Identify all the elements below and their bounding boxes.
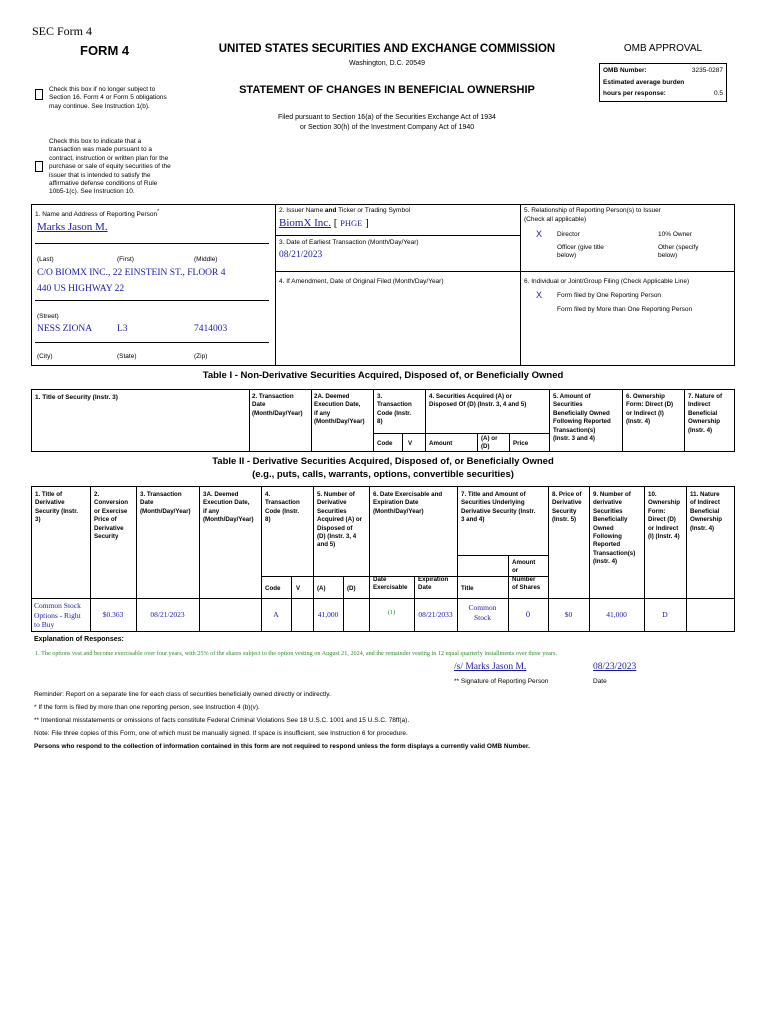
t2-h2-line: or Exercise (94, 507, 128, 515)
t2-h3-line: (Month/Day/Year) (140, 507, 191, 515)
section16-checkbox[interactable] (35, 89, 43, 100)
t2-h4-line: Transaction (265, 499, 300, 507)
box1-label-text: 1. Name and Address of Reporting Person (35, 211, 158, 219)
row-underlying-title-line: Stock (473, 612, 492, 622)
row-underlying-title (457, 603, 508, 622)
t1-aord-line: (A) or (481, 435, 498, 442)
t2-h10-line: Ownership (648, 499, 680, 507)
footer-star2: ** Intentional misstatements or omissions of facts constitute Federal Criminal Violations See 18 U.S.C. 1001 and 15 U.S.C. 78ff(a). (34, 717, 410, 724)
t2-h10 (648, 491, 680, 541)
t1-h3-line: 3. (377, 393, 383, 400)
t2-h5-line: (D) (Instr. 3, 4 (317, 533, 357, 541)
t2-sub-amount-line: or (512, 567, 519, 575)
t1-h5-line: 5. Amount of (553, 393, 591, 400)
t2-h9-line: Securities (593, 507, 623, 515)
table2-title: Table II - Derivative Securities Acquired, Disposed of, or Beneficially Owned (212, 456, 554, 467)
rule10b5-text (49, 138, 171, 197)
statement-title: STATEMENT OF CHANGES IN BENEFICIAL OWNERSHIP (239, 84, 535, 96)
t1-h2-line: 2. Transaction (252, 393, 294, 400)
omb-burden-label1: Estimated average burden (603, 79, 685, 86)
t2-h5-line: Securities (317, 507, 347, 515)
t1-h2a-line: 2A. Deemed (314, 393, 350, 400)
city-value: NESS ZIONA (37, 324, 93, 334)
t1-h2-line: (Month/Day/Year) (252, 409, 303, 417)
t1-h2a (314, 393, 365, 427)
t1-h2a-line: Execution Date, (314, 401, 361, 409)
t2-h7-line: Derivative Security (Instr. (461, 507, 536, 515)
t1-v: V (408, 440, 413, 447)
section16-text-line: may continue. See Instruction 1(b). (49, 102, 150, 110)
t2-h8-line: (Instr. 5) (552, 516, 577, 524)
t2-sub-amount-line: of Shares (512, 584, 541, 592)
t2-h11-line: Beneficial (690, 507, 720, 515)
t2-h9-line: (Instr. 4) (593, 558, 618, 566)
zip-label: (Zip) (194, 353, 208, 360)
t1-price: Price (513, 440, 529, 447)
ten-percent-owner-label: 10% Owner (658, 231, 692, 238)
street-label: (Street) (37, 313, 59, 320)
t1-h6 (626, 393, 673, 427)
t2-h9-line: Transaction(s) (593, 549, 636, 557)
rule10b5-text-line: transaction was made pursuant to a (49, 146, 152, 154)
filed-pursuant-line2: or Section 30(h) of the Investment Company Act of 1940 (299, 124, 475, 131)
t1-h1: 1. Title of Security (Instr. 3) (35, 394, 118, 401)
t2-h7-line: 3 and 4) (461, 516, 485, 524)
box1-label (35, 209, 159, 218)
t2-h9-line: derivative (593, 499, 622, 507)
t2-h6-line: 6. Date Exercisable and (373, 491, 443, 498)
t2-h1-line: 3) (35, 516, 41, 524)
omb-burden-value: 0.5 (713, 90, 723, 97)
t2-h11 (690, 491, 722, 533)
t1-h5-line: (Instr. 3 and 4) (553, 435, 595, 443)
box5-label (524, 207, 661, 223)
box2-label-prefix: 2. Issuer Name (279, 207, 325, 214)
t2-h3a-line: 3A. Deemed (203, 491, 239, 498)
t2-h11-line: (Instr. 4) (690, 524, 715, 532)
t1-h6-line: (Instr. 4) (626, 418, 651, 426)
t2-h10-line: (I) (Instr. 4) (648, 533, 680, 541)
t2-h9 (593, 491, 635, 567)
t1-code: Code (377, 440, 393, 447)
rule10b5-checkbox[interactable] (35, 161, 43, 172)
explanation-title: Explanation of Responses: (34, 636, 124, 643)
box6-label: 6. Individual or Joint/Group Filing (Check Applicable Line) (524, 278, 690, 285)
signature-label: ** Signature of Reporting Person (454, 678, 549, 685)
t2-h3a-line: Execution Date, (203, 499, 250, 507)
zip-value: 7414003 (194, 324, 228, 334)
state-value: L3 (117, 324, 128, 334)
t1-h4-line: 4. Securities Acquired (A) or (429, 393, 512, 400)
t2-h9-line: 9. Number of (593, 491, 631, 498)
officer-label-line2: below) (557, 252, 577, 260)
earliest-transaction-date: 08/21/2023 (279, 250, 323, 260)
t2-h9-line: Owned (593, 524, 614, 532)
t2-h5-line: Acquired (A) or (317, 516, 363, 524)
street-line1: C/O BIOMX INC., 22 EINSTEIN ST., FLOOR 4 (37, 268, 226, 278)
t2-sub-d: (D) (347, 585, 356, 592)
row-transaction-date: 08/21/2023 (150, 610, 185, 619)
section16-text-line: Section 16. Form 4 or Form 5 obligations (49, 94, 167, 102)
rule10b5-text-line: purchase or sale of equity securities of the (49, 163, 171, 171)
table2-subtitle: (e.g., puts, calls, warrants, options, convertible securities) (252, 469, 514, 480)
signature-value: /s/ Marks Jason M. (454, 662, 527, 672)
t2-h2-line: 2. (94, 491, 100, 498)
t2-h3-line: Date (140, 499, 154, 507)
t2-sub-date-ex (373, 576, 407, 593)
row-underlying-title-line: Common (468, 603, 497, 612)
other-label-line2: below) (658, 252, 678, 260)
t2-h3 (140, 491, 191, 516)
t1-h4-line: Disposed Of (D) (Instr. 3, 4 and 5) (429, 401, 527, 409)
t2-sub-exp-line: Expiration (418, 576, 449, 583)
rule10b5-text-line: issuer that is intended to satisfy the (49, 171, 151, 179)
t1-h5 (553, 393, 611, 443)
t2-h5-line: 5. Number of (317, 491, 355, 498)
box1-asterisk: * (157, 209, 160, 215)
box2-label-suffix: Ticker or Trading Symbol (336, 207, 411, 214)
t1-h2 (252, 393, 303, 418)
t1-h7-line: Indirect (688, 401, 711, 409)
t2-h7-line: 7. Title and Amount of (461, 491, 526, 498)
t2-h2-line: Derivative (94, 524, 124, 532)
director-label: Director (557, 231, 580, 238)
middle-label: (Middle) (194, 256, 218, 263)
t1-h6-line: Form: Direct (D) (626, 401, 674, 409)
ticker-close: ] (362, 217, 369, 229)
t2-h11-line: of Indirect (690, 499, 720, 507)
box5-label-line1: 5. Relationship of Reporting Person(s) to Issuer (524, 207, 661, 214)
row-acquired-a: 41,000 (317, 610, 339, 619)
t1-h5-line: Beneficially Owned (553, 409, 610, 417)
ticker-open: [ (330, 217, 341, 229)
t1-h6-line: or Indirect (I) (626, 409, 664, 417)
t1-h7-line: (Instr. 4) (688, 426, 713, 434)
t2-h3a-line: if any (203, 507, 220, 515)
t1-h3-line: Code (Instr. (377, 409, 412, 417)
t2-h1-line: Derivative (35, 499, 65, 507)
reporting-person-name[interactable]: Marks Jason M. (37, 221, 108, 233)
signature-date: 08/23/2023 (593, 662, 637, 672)
issuer-name[interactable]: BiomX Inc. (279, 217, 331, 229)
one-person-option: Form filed by One Reporting Person (557, 292, 662, 299)
t1-h7-line: Beneficial (688, 409, 718, 417)
t2-h3a-line: (Month/Day/Year) (203, 516, 254, 524)
t2-h9-line: Reported (593, 541, 621, 549)
t2-h2-line: Price of (94, 516, 117, 524)
row-underlying-amount: 0 (525, 609, 531, 619)
t2-h10-line: or Indirect (648, 524, 679, 532)
director-checkmark[interactable]: X (536, 229, 543, 239)
section16-text (49, 86, 167, 111)
row-security-title-line: to Buy (34, 620, 55, 629)
officer-label (557, 244, 604, 261)
rule10b5-text-line: Check this box to indicate that a (49, 138, 142, 145)
row-security-title-line: Common Stock (34, 601, 81, 610)
rule10b5-text-line: 10b5-1(c). See Instruction 10. (49, 188, 135, 196)
signature-date-label: Date (593, 678, 607, 685)
footer-star1: * If the form is filed by more than one reporting person, see Instruction 4 (b)(v). (34, 704, 260, 711)
row-date-exercisable[interactable]: (1) (387, 609, 396, 616)
t2-h5-line: Derivative (317, 499, 347, 507)
t2-h5 (317, 491, 362, 550)
t2-h8-line: 8. Price of (552, 491, 582, 498)
t2-h2 (94, 491, 128, 541)
t2-h3-line: 3. Transaction (140, 491, 182, 498)
t1-h6-line: 6. Ownership (626, 393, 665, 400)
section16-text-line: Check this box if no longer subject to (49, 86, 156, 93)
t2-h9-line: Following (593, 533, 622, 541)
explanation-note-1: 1. The options vest and become exercisable over four years, with 25% of the shares subject to the option vesting on August 21, 2024, and the remainder vesting in 12 equal quarterly installments over three years. (35, 650, 557, 657)
t2-h10-line: Direct (D) (648, 516, 676, 524)
box2-label (279, 207, 410, 214)
t1-aord-line: (D) (481, 443, 490, 451)
officer-label-line1: Officer (give title (557, 244, 604, 251)
t2-sub-amount-line: Number (512, 575, 536, 583)
t2-h4-line: 8) (265, 516, 271, 524)
row-ownership-form: D (662, 610, 668, 619)
t2-h1 (35, 491, 78, 525)
row-security-title (34, 601, 81, 630)
t2-h5-line: Disposed of (317, 524, 353, 532)
t2-h4-line: Code (Instr. (265, 507, 300, 515)
footer-reminder: Reminder: Report on a separate line for each class of securities beneficially owned directly or indirectly. (34, 691, 331, 698)
t2-h8 (552, 491, 582, 525)
t2-h2-line: Security (94, 533, 119, 541)
t2-h7 (461, 491, 535, 525)
t2-h4-line: 4. (265, 491, 271, 498)
t2-h6-line: Expiration Date (373, 499, 419, 507)
t2-sub-v: V (296, 585, 301, 592)
street-line2: 440 US HIGHWAY 22 (37, 284, 125, 294)
row-derivative-price: $0 (564, 610, 573, 619)
t2-sub-a: (A) (317, 585, 326, 592)
omb-number-value: 3235-0287 (691, 67, 723, 74)
rule10b5-text-line: affirmative defense conditions of Rule (49, 180, 158, 188)
t1-h5-line: Securities (553, 401, 583, 409)
first-label: (First) (117, 256, 134, 263)
t1-h7 (688, 393, 722, 435)
t2-h10-line: Form: (648, 507, 666, 515)
t1-h3-line: 8) (377, 418, 383, 426)
omb-approval-title: OMB APPROVAL (623, 43, 703, 54)
box3-label: 3. Date of Earliest Transaction (Month/Day/Year) (279, 239, 419, 246)
t1-h2a-line: (Month/Day/Year) (314, 418, 365, 426)
t2-sub-date-ex-line: Date (373, 576, 387, 583)
t1-h2-line: Date (252, 401, 266, 409)
agency-city: Washington, D.C. 20549 (348, 60, 425, 67)
t2-h5-line: and 5) (317, 541, 336, 549)
omb-number-label: OMB Number: (603, 67, 647, 74)
box2-label-and: and (324, 207, 337, 214)
t2-h9-line: Beneficially (593, 516, 628, 524)
t2-h8-line: Derivative (552, 499, 582, 507)
table1-title: Table I - Non-Derivative Securities Acquired, Disposed of, or Beneficially Owned (202, 370, 564, 381)
issuer-line (279, 217, 369, 229)
multi-person-option: Form filed by More than One Reporting Person (557, 306, 693, 313)
t1-h7-line: 7. Nature of (688, 393, 723, 400)
t2-h2-line: Conversion (94, 499, 129, 507)
t2-sub-code: Code (265, 585, 281, 592)
t2-h1-line: Security (Instr. (35, 507, 78, 515)
t2-h8-line: Security (552, 507, 577, 515)
t2-h6 (373, 491, 442, 516)
t1-h4 (429, 393, 526, 410)
box4-label: 4. If Amendment, Date of Original Filed (Month/Day/Year) (279, 278, 444, 285)
t2-sub-title: Title (461, 585, 474, 592)
city-label: (City) (37, 353, 53, 360)
t2-sub-amount-line: Amount (512, 559, 536, 566)
state-label: (State) (117, 353, 137, 360)
footer-note: Note: File three copies of this Form, one of which must be manually signed. If space is insufficient, see Instruction 6 for procedure. (34, 730, 408, 737)
row-code: A (273, 610, 279, 619)
row-conversion-price: $0.363 (102, 610, 124, 619)
t1-h7-line: Ownership (688, 418, 720, 426)
other-label-line1: Other (specify (658, 244, 699, 251)
footer-persons: Persons who respond to the collection of information contained in this form are not required to respond unless the form displays a currently valid OMB Number. (34, 743, 530, 750)
t1-h2a-line: if any (314, 409, 331, 417)
t2-h7-line: Securities Underlying (461, 499, 525, 507)
t1-aord (481, 435, 498, 452)
t1-h3-line: Transaction (377, 401, 412, 409)
row-security-title-line: Options - Right (34, 610, 81, 620)
box5-label-line2: (Check all applicable) (524, 216, 587, 223)
last-label: (Last) (37, 256, 54, 263)
t2-h6-line: (Month/Day/Year) (373, 507, 424, 515)
t1-h5-line: Following Reported (553, 418, 611, 426)
agency-title: UNITED STATES SECURITIES AND EXCHANGE COMMISSION (218, 43, 556, 55)
rule10b5-text-line: contract, instruction or written plan for the (49, 154, 169, 162)
row-owned-following: 41,000 (606, 610, 627, 619)
t2-h11-line: Ownership (690, 516, 722, 524)
filed-pursuant-line1: Filed pursuant to Section 16(a) of the Securities Exchange Act of 1934 (278, 114, 496, 121)
row-expiration-date: 08/21/2033 (418, 610, 453, 619)
one-person-checkmark[interactable]: X (536, 290, 543, 300)
other-label (658, 244, 698, 261)
t2-h4 (265, 491, 300, 525)
t2-h10-line: 10. (648, 491, 657, 498)
t2-h11-line: 11. Nature (690, 491, 720, 498)
t2-sub-exp-line: Date (418, 584, 432, 592)
t2-h3a (203, 491, 254, 525)
t2-h1-line: 1. Title of (35, 491, 63, 498)
omb-burden-label2: hours per response: (603, 90, 666, 97)
t1-h5-line: Transaction(s) (553, 426, 596, 434)
t2-sub-exp (418, 576, 448, 593)
t1-amount: Amount (429, 440, 453, 447)
t2-sub-date-ex-line: Exercisable (373, 584, 408, 592)
t2-sub-amount (512, 559, 540, 593)
ticker-symbol: PHGE (340, 218, 363, 228)
t1-h3 (377, 393, 412, 427)
form-title: FORM 4 (80, 43, 130, 58)
page-label: SEC Form 4 (32, 24, 93, 38)
